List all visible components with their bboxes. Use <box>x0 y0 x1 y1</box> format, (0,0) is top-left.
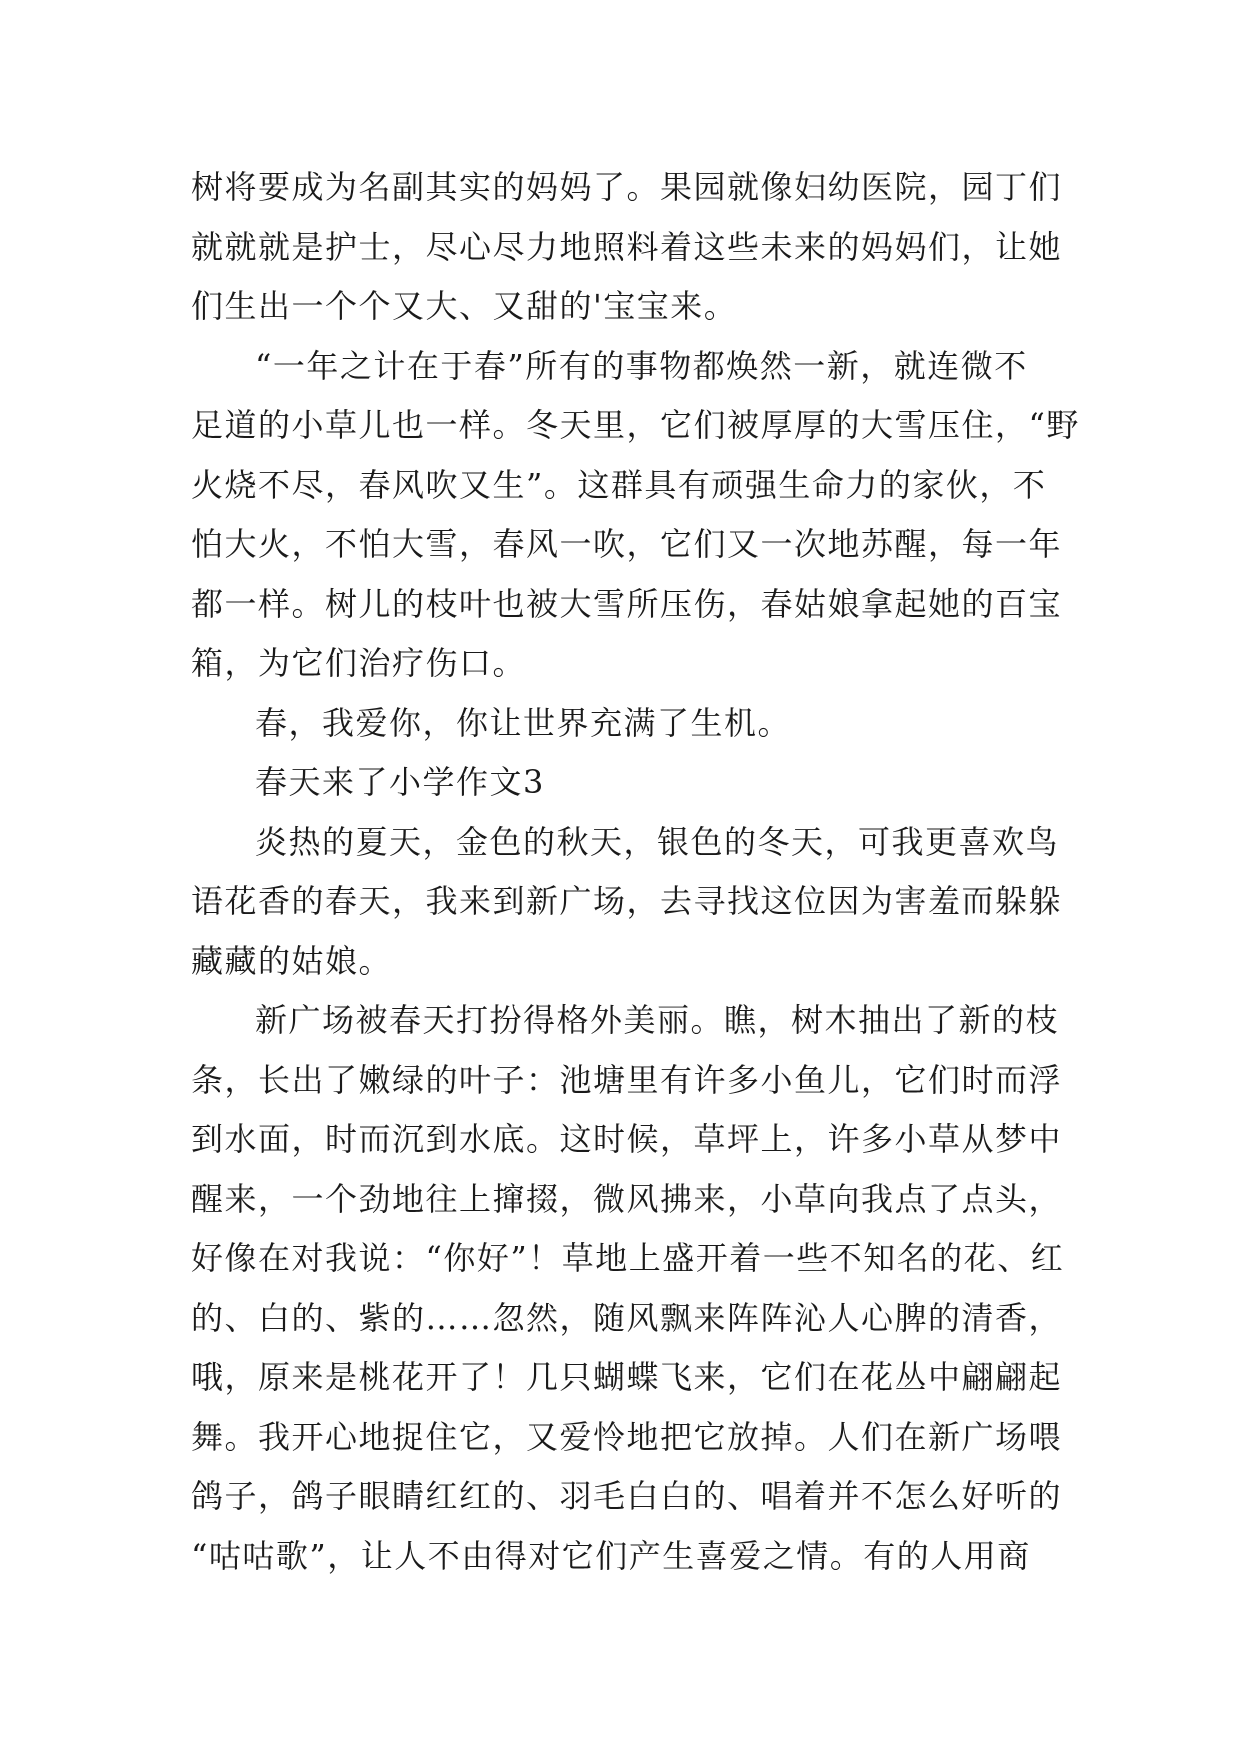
text-line: 条，长出了嫩绿的叶子：池塘里有许多小鱼儿，它们时而浮 <box>191 1060 1063 1099</box>
text-line: 足道的小草儿也一样。冬天里，它们被厚厚的大雪压住，“野 <box>191 406 1080 444</box>
text-line: 都一样。树儿的枝叶也被大雪所压伤，春姑娘拿起她的百宝 <box>191 584 1063 623</box>
text-line: 们生出一个个又大、又甜的'宝宝来。 <box>191 287 738 325</box>
paragraph-first-line: “一年之计在于春”所有的事物都焕然一新，就连微不 <box>255 346 1028 385</box>
paragraph-first-line: 炎热的夏天，金色的秋天，银色的冬天，可我更喜欢鸟 <box>255 822 1060 861</box>
text-line: 藏藏的姑娘。 <box>191 941 393 980</box>
body-text <box>191 158 1080 1586</box>
text-line: 火烧不尽，春风吹又生”。这群具有顽强生命力的家伙，不 <box>191 465 1047 504</box>
section-heading: 春天来了小学作文3 <box>255 763 545 801</box>
text-line: 哦，原来是桃花开了！几只蝴蝶飞来，它们在花丛中翩翩起 <box>191 1358 1063 1396</box>
text-line: 好像在对我说：“你好”！草地上盛开着一些不知名的花、红 <box>191 1239 1065 1277</box>
text-line: “咕咕歌”，让人不由得对它们产生喜爱之情。有的人用商 <box>191 1536 1031 1575</box>
text-line: 鸽子，鸽子眼睛红红的、羽毛白白的、唱着并不怎么好听的 <box>191 1477 1063 1515</box>
paragraph-first-line: 春，我爱你，你让世界充满了生机。 <box>255 703 792 742</box>
text-line: 的、白的、紫的……忽然，随风飘来阵阵沁人心脾的清香， <box>191 1298 1063 1337</box>
text-line: 语花香的春天，我来到新广场，去寻找这位因为害羞而躲躲 <box>191 882 1063 920</box>
text-line: 树将要成为名副其实的妈妈了。果园就像妇幼医院，园丁们 <box>191 168 1063 206</box>
text-line: 到水面，时而沉到水底。这时候，草坪上，许多小草从梦中 <box>191 1120 1063 1158</box>
text-line: 怕大火，不怕大雪，春风一吹，它们又一次地苏醒，每一年 <box>191 525 1063 563</box>
text-line: 就就就是护士，尽心尽力地照料着这些未来的妈妈们，让她 <box>191 227 1063 266</box>
text-line: 醒来，一个劲地往上撺掇，微风拂来，小草向我点了点头， <box>191 1179 1063 1218</box>
paragraph-first-line: 新广场被春天打扮得格外美丽。瞧，树木抽出了新的枝 <box>255 1001 1060 1039</box>
text-line: 箱，为它们治疗伤口。 <box>191 644 527 682</box>
text-line: 舞。我开心地捉住它，又爱怜地把它放掉。人们在新广场喂 <box>191 1417 1063 1456</box>
